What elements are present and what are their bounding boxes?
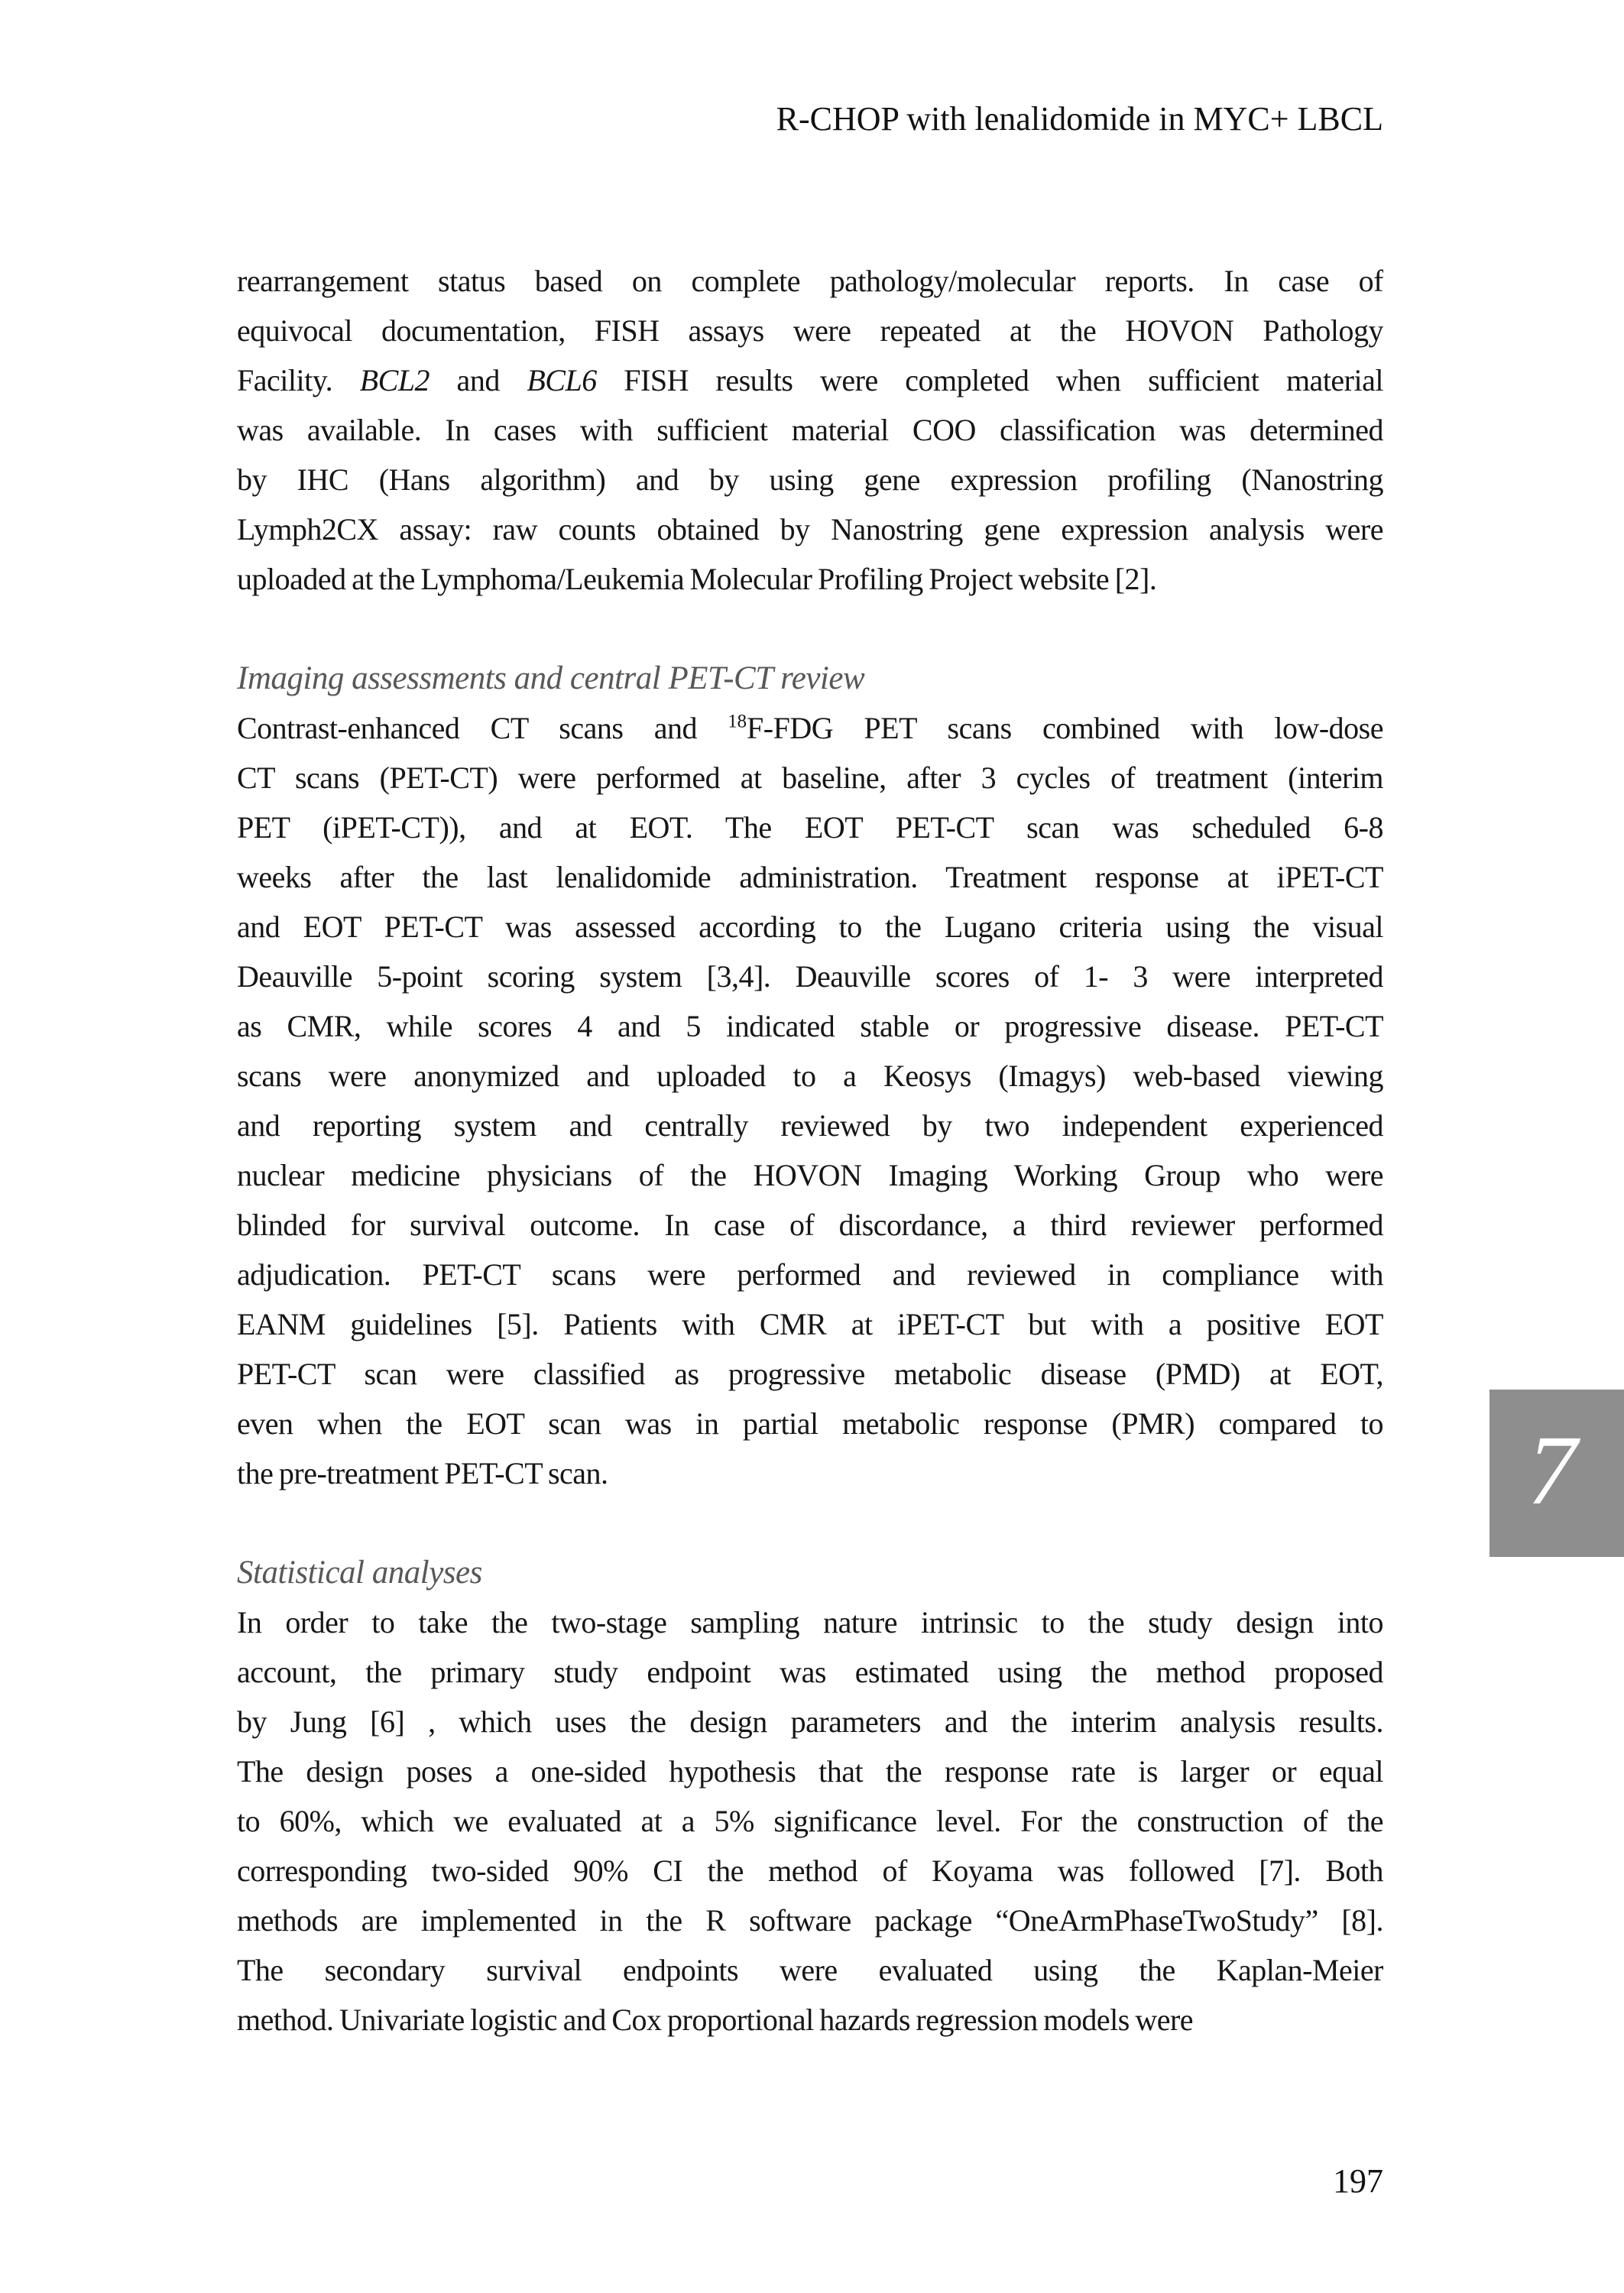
text-line: methods are implemented in the R software package “OneArmPhaseTwoStudy” [8].: [237, 1903, 1383, 1938]
text-line: The secondary survival endpoints were evaluated using the Kaplan-Meier: [237, 1953, 1383, 1987]
text-line: The design poses a one-sided hypothesis that the response rate is larger or equal: [237, 1754, 1383, 1789]
text-line: corresponding two-sided 90% CI the method of Koyama was followed [7]. Both: [237, 1854, 1383, 1888]
paragraph: [237, 703, 1383, 1498]
text-line: Facility. BCL2 and BCL6 FISH results were completed when sufficient material: [237, 363, 1383, 397]
text-line: blinded for survival outcome. In case of discordance, a third reviewer performed: [237, 1208, 1383, 1242]
italic-text: BCL6: [527, 363, 597, 397]
text-line: even when the EOT scan was in partial metabolic response (PMR) compared to: [237, 1406, 1383, 1441]
superscript-text: 18: [728, 711, 747, 732]
running-head: R-CHOP with lenalidomide in MYC+ LBCL: [776, 100, 1383, 138]
italic-text: BCL2: [359, 363, 430, 397]
page-number: 197: [1333, 2162, 1383, 2200]
text-line: uploaded at the Lymphoma/Leukemia Molecular Profiling Project website [2].: [237, 562, 1157, 596]
text-line: PET-CT scan were classified as progressive metabolic disease (PMD) at EOT,: [237, 1357, 1383, 1391]
text-line: equivocal documentation, FISH assays were repeated at the HOVON Pathology: [237, 313, 1383, 348]
section-heading: Imaging assessments and central PET-CT review: [237, 660, 865, 696]
text-line: and EOT PET-CT was assessed according to the Lugano criteria using the visual: [237, 910, 1383, 944]
chapter-tab-number: 7: [1527, 1415, 1577, 1526]
text-line: by IHC (Hans algorithm) and by using gene expression profiling (Nanostring: [237, 462, 1383, 497]
text-line: Lymph2CX assay: raw counts obtained by Nanostring gene expression analysis were: [237, 512, 1383, 546]
text-line: account, the primary study endpoint was estimated using the method proposed: [237, 1655, 1383, 1689]
text-line: nuclear medicine physicians of the HOVON Imaging Working Group who were: [237, 1158, 1383, 1192]
section-heading: Statistical analyses: [237, 1555, 482, 1591]
content-column: [237, 256, 1383, 2045]
text-line: CT scans (PET-CT) were performed at baseline, after 3 cycles of treatment (interim: [237, 761, 1383, 795]
text-line: to 60%, which we evaluated at a 5% significance level. For the construction of the: [237, 1804, 1383, 1838]
text-line: by Jung [6] , which uses the design parameters and the interim analysis results.: [237, 1704, 1383, 1739]
text-line: as CMR, while scores 4 and 5 indicated stable or progressive disease. PET-CT: [237, 1009, 1383, 1043]
text-line: EANM guidelines [5]. Patients with CMR at iPET-CT but with a positive EOT: [237, 1307, 1383, 1341]
text-line: method. Univariate logistic and Cox proportional hazards regression models were: [237, 2003, 1194, 2037]
text-line: In order to take the two-stage sampling nature intrinsic to the study design into: [237, 1605, 1383, 1639]
text-line: the pre-treatment PET-CT scan.: [237, 1456, 608, 1490]
text-line: weeks after the last lenalidomide administration. Treatment response at iPET-CT: [237, 860, 1383, 894]
chapter-tab: [1489, 1390, 1624, 1557]
paragraph: [237, 1597, 1383, 2045]
text-line: and reporting system and centrally reviewed by two independent experienced: [237, 1108, 1383, 1143]
text-line: Deauville 5-point scoring system [3,4]. Deauville scores of 1- 3 were interpreted: [237, 959, 1383, 994]
text-line: scans were anonymized and uploaded to a Keosys (Imagys) web-based viewing: [237, 1059, 1383, 1093]
text-line: PET (iPET-CT)), and at EOT. The EOT PET-CT scan was scheduled 6-8: [237, 810, 1383, 845]
text-line: was available. In cases with sufficient material COO classification was determined: [237, 413, 1383, 447]
text-line: rearrangement status based on complete pathology/molecular reports. In case of: [237, 264, 1383, 298]
text-line: adjudication. PET-CT scans were performed and reviewed in compliance with: [237, 1257, 1383, 1292]
paragraph: [237, 256, 1383, 604]
text-line: Contrast-enhanced CT scans and $^{18}$F-FDG PET scans combined with low-dose: [237, 711, 1383, 745]
